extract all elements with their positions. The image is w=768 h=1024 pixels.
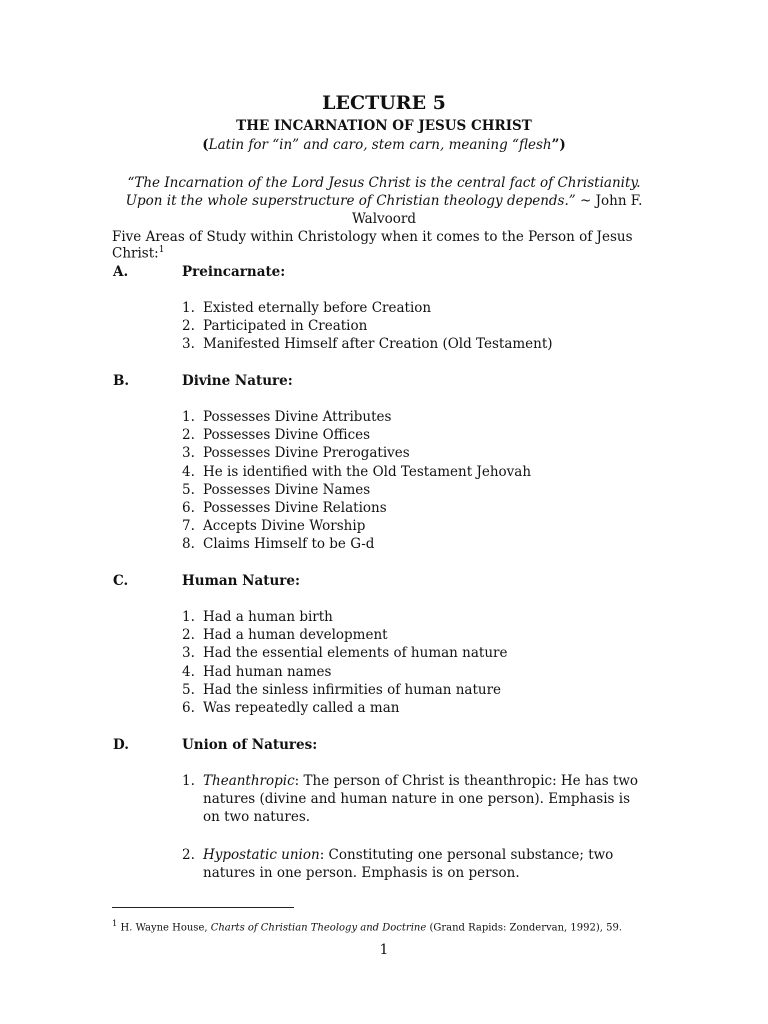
section-d-title: Union of Natures: — [182, 737, 318, 753]
list-item: 5. Had the sinless infirmities of human nature — [182, 681, 502, 698]
footnote-book-title: Charts of Christian Theology and Doctrine — [210, 922, 427, 934]
list-item: 5. Possesses Divine Names — [182, 481, 371, 498]
list-item: 4. Had human names — [182, 663, 332, 680]
list-item: 6. Possesses Divine Relations — [182, 499, 387, 516]
section-b-list — [182, 408, 531, 554]
union-item-number: 1. — [182, 773, 195, 789]
walvoord-quote — [110, 174, 658, 228]
list-item: 3. Manifested Himself after Creation (Old Testament) — [182, 336, 553, 353]
footnote-author: H. Wayne House, — [117, 922, 211, 934]
union-item-text: : Constituting one personal substance; two natures in one person. Emphasis is on person. — [203, 847, 614, 881]
quote-attribution: ~ John F. Walvoord — [351, 193, 643, 227]
list-item: 2. Participated in Creation — [182, 318, 368, 335]
list-item: 8. Claims Himself to be G-d — [182, 536, 375, 553]
union-item — [182, 772, 642, 826]
intro-paragraph — [112, 229, 672, 262]
footnote-publication: (Grand Rapids: Zondervan, 1992), 59. — [426, 922, 623, 934]
section-c-list — [182, 608, 507, 717]
union-item-body — [203, 772, 642, 826]
section-d-letter: D. — [113, 737, 129, 753]
footnote-separator — [112, 907, 294, 908]
section-b-title: Divine Nature: — [182, 373, 293, 389]
quote-text: “The Incarnation of the Lord Jesus Christ is the central fact of Christianity. Upon it the whole superstructure of Christian theology depends.” — [125, 175, 641, 209]
list-item: 1. Had a human birth — [182, 609, 333, 625]
footnote — [112, 918, 622, 933]
page-number: 1 — [379, 942, 389, 958]
section-a-list — [182, 299, 553, 354]
section-a-letter: A. — [113, 264, 129, 280]
list-item: 7. Accepts Divine Worship — [182, 518, 366, 535]
union-item — [182, 846, 642, 882]
latin-text: Latin for “in” and caro, stem carn, meaning “flesh — [208, 137, 552, 153]
section-c-title: Human Nature: — [182, 573, 300, 589]
list-item: 1. Possesses Divine Attributes — [182, 409, 392, 425]
latin-open-paren: ( — [202, 137, 209, 153]
list-item: 2. Possesses Divine Offices — [182, 427, 371, 444]
section-c-letter: C. — [113, 573, 129, 589]
union-item-body — [203, 846, 642, 882]
footnote-mark: 1 — [112, 918, 118, 928]
lecture-subtitle: THE INCARNATION OF JESUS CHRIST — [236, 118, 532, 134]
list-item: 4. He is identified with the Old Testament Jehovah — [182, 463, 532, 480]
latin-note — [0, 137, 768, 153]
footnote-reference: 1 — [158, 245, 165, 255]
section-a-title: Preincarnate: — [182, 264, 286, 280]
latin-close-paren: ”) — [551, 137, 566, 153]
lecture-title: LECTURE 5 — [322, 92, 446, 114]
list-item: 3. Possesses Divine Prerogatives — [182, 445, 410, 462]
list-item: 3. Had the essential elements of human nature — [182, 645, 508, 662]
union-item-label: Theanthropic — [203, 773, 295, 789]
list-item: 6. Was repeatedly called a man — [182, 699, 400, 716]
intro-text: Five Areas of Study within Christology when it comes to the Person of Jesus Christ: — [112, 229, 633, 262]
union-item-number: 2. — [182, 847, 195, 863]
union-item-text: : The person of Christ is theanthropic: He has two natures (divine and human nature in one person). Emphasis is on two natures. — [203, 773, 639, 825]
list-item: 2. Had a human development — [182, 627, 388, 644]
section-b-letter: B. — [113, 373, 130, 389]
list-item: 1. Existed eternally before Creation — [182, 300, 432, 316]
union-item-label: Hypostatic union — [203, 847, 320, 863]
